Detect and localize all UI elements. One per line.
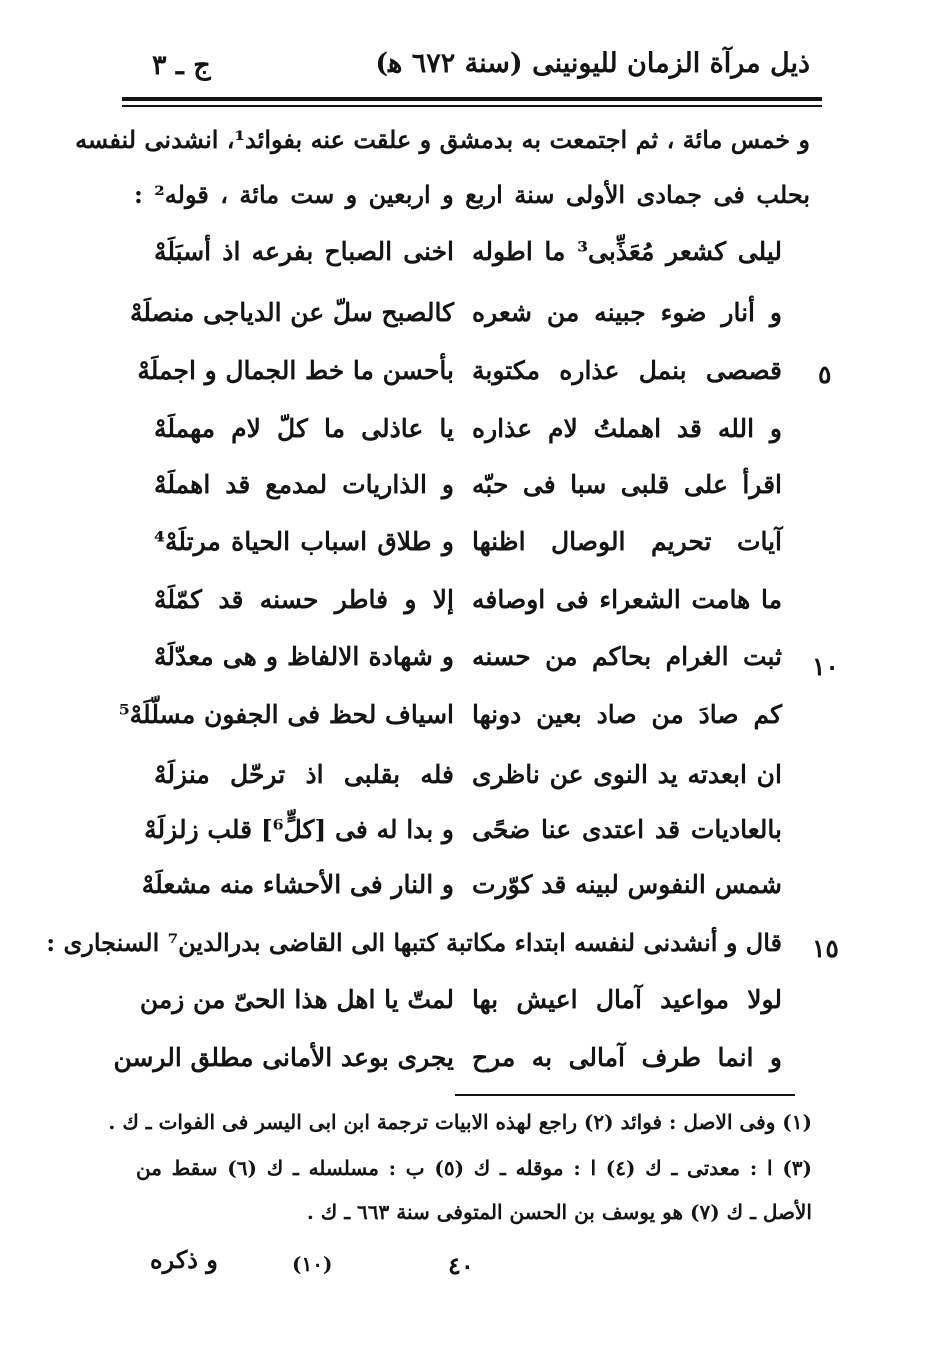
verse-hemistich-left: يا عاذلى ما كلّ لام مهملَهْ xyxy=(154,414,454,443)
footnote-line: (٣) ا : معدتى ـ ك (٤) ا : موقله ـ ك (٥) ب : مسلسله ـ ك (٦) سقط من xyxy=(136,1156,813,1180)
verse-hemistich-right: لولا مواعيد آمال اعيش بها xyxy=(472,985,782,1014)
verse-hemistich-right: و أنار ضوء جبينه من شعره xyxy=(472,298,782,327)
verse-hemistich-left: و النار فى الأحشاء منه مشعلَهْ xyxy=(141,870,454,899)
line-number: ١٠ xyxy=(812,652,839,681)
verse-hemistich-right: ليلى كشعر مُعَذِّبى³ ما اطوله xyxy=(472,237,782,266)
signature-mark: (١٠) xyxy=(292,1252,333,1276)
footnote-line: (١) وفى الاصل : فوائد (٢) راجع لهذه الابيات ترجمة ابن ابى اليسر فى الفوات ـ ك . xyxy=(108,1110,812,1134)
verse-hemistich-right: ما هامت الشعراء فى اوصافه xyxy=(472,585,782,614)
verse-hemistich-left: إلا و فاطر حسنه قد كمّلَهْ xyxy=(154,585,454,614)
line-number: ١٥ xyxy=(812,934,839,963)
verse-hemistich-right: آيات تحريم الوصال اظنها xyxy=(472,527,782,556)
verse-hemistich-left: و بدا له فى [كلٍّ⁶] قلب زلزلَهْ xyxy=(144,815,454,844)
verse-hemistich-right: و انما طرف آمالى به مرح xyxy=(472,1043,782,1072)
verse-hemistich-right: و الله قد اهملتُ لام عذاره xyxy=(472,414,782,443)
verse-hemistich-left: فله بقلبى اذ ترحّل منزلَهْ xyxy=(154,760,454,789)
verse-hemistich-left: اخنى الصباح بفرعه اذ أسبَلَهْ xyxy=(154,237,454,266)
prose-line: بحلب فى جمادى الأولى سنة اربع و اربعين و ست مائة ، قوله² : xyxy=(134,180,810,209)
catchword: و ذكره xyxy=(150,1245,218,1274)
verse-hemistich-left: و الذاريات لمدمع قد اهملَهْ xyxy=(154,470,454,499)
verse-hemistich-left: يجرى بوعد الأمانى مطلق الرسن xyxy=(113,1043,454,1072)
verse-hemistich-right: قصصى بنمل عذاره مكتوبة xyxy=(472,356,782,385)
volume-number: ج ـ ٣ xyxy=(152,50,211,81)
verse-hemistich-left: و طلاق اسباب الحياة مرتلَهْ⁴ xyxy=(154,527,454,556)
prose-line: و خمس مائة ، ثم اجتمعت به بدمشق و علقت عنه بفوائد¹، انشدنى لنفسه xyxy=(75,125,810,154)
verse-hemistich-right: شمس النفوس لبينه قد كوّرت xyxy=(472,870,782,899)
footnote-line: الأصل ـ ك (٧) هو يوسف بن الحسن المتوفى سنة ٦٦٣ ـ ك . xyxy=(306,1200,812,1224)
verse-hemistich-right: كم صادَ من صاد بعين دونها xyxy=(472,700,782,729)
verse-hemistich-left: اسياف لحظ فى الجفون مسلّلَهْ⁵ xyxy=(118,700,454,729)
footnote-separator xyxy=(455,1094,795,1096)
page-number: ٤٠ xyxy=(448,1251,474,1280)
verse-hemistich-left: لمتّ يا اهل هذا الحىّ من زمن xyxy=(139,985,454,1014)
verse-hemistich-right: ثبت الغرام بحاكم من حسنه xyxy=(472,642,782,671)
verse-hemistich-left: و شهادة الالفاظ و هى معدّلَهْ xyxy=(154,642,454,671)
verse-hemistich-right: ان ابعدته يد النوى عن ناظرى xyxy=(472,760,782,789)
verse-hemistich-left: كالصبح سلّ عن الدياجى منصلَهْ xyxy=(130,298,454,327)
verse-hemistich-left: بأحسن ما خط الجمال و اجملَهْ xyxy=(137,356,454,385)
prose-line: قال و أنشدنى لنفسه ابتداء مكاتبة كتبها الى القاضى بدرالدين⁷ السنجارى : xyxy=(46,928,782,957)
line-number: ٥ xyxy=(818,360,832,389)
verse-hemistich-right: اقرأ على قلبى سبا فى حبّه xyxy=(472,470,782,499)
header-rule-thin xyxy=(122,105,822,107)
running-title: ذيل مرآة الزمان لليونينى (سنة ٦٧٢ ﻫ) xyxy=(375,48,810,79)
header-rule-thick xyxy=(122,97,822,101)
verse-hemistich-right: بالعاديات قد اعتدى عنا ضحًى xyxy=(472,815,782,844)
